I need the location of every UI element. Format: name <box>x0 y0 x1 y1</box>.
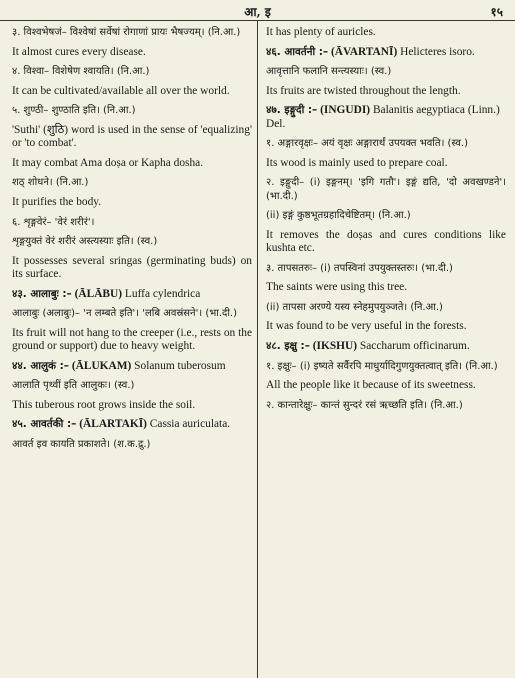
entry-heading <box>266 340 506 353</box>
english-line: All the people like it because of its sweetness. <box>266 379 476 392</box>
entry-heading <box>12 288 252 301</box>
headword: ४८. इक्षु :– <box>266 339 310 352</box>
sanskrit-line: आवर्त इव कायति प्रकाशते। (श.क.द्रु.) <box>12 438 151 450</box>
transliteration: (ĀLĀBU) <box>74 287 123 300</box>
headword: ४६. आवर्तनी :– <box>266 45 329 58</box>
headword: ४३. आलाबुः :– <box>12 287 72 300</box>
transliteration: (IKSHU) <box>312 339 358 352</box>
botanical-name: Balanitis aegyptiaca (Linn.) Del. <box>266 104 500 130</box>
headword: ४५. आवर्तकी :– <box>12 418 77 431</box>
english-line: The saints were using this tree. <box>266 281 408 294</box>
entry-heading <box>12 360 252 373</box>
english-line: It may combat Ama doṣa or Kapha dosha. <box>12 156 204 169</box>
sanskrit-line: शृङ्गयुक्तं वेरं शरीरं अस्त्यस्याः इति। (स्व.) <box>12 236 158 248</box>
botanical-name: Helicteres isoro. <box>397 45 475 58</box>
sanskrit-line: आवृत्तानि फलानि सन्त्यस्याः। (स्व.) <box>266 66 392 78</box>
sanskrit-line: (ii) तापसा अरण्ये यस्य स्नेहमुपयुञ्जते। (नि.आ.) <box>266 301 443 313</box>
sanskrit-line: ६. शृङ्गवेरं– 'वेरं शरीरं'। <box>12 216 95 228</box>
headword: ४४. आलुकं :– <box>12 359 69 372</box>
english-line: It can be cultivated/available all over the world. <box>12 84 230 97</box>
english-line: Its fruit will not hang to the creeper (i.e., rests on the ground or support) due to heavy weight. <box>12 326 252 352</box>
header-letters: आ, इ <box>244 5 271 19</box>
sanskrit-line: आलाति पृथ्वीं इति आलुकः। (स्व.) <box>12 380 135 392</box>
english-line: It purifies the body. <box>12 195 102 208</box>
transliteration: (ĀLARTAKĪ) <box>79 418 147 431</box>
right-column <box>266 26 506 418</box>
english-line: It almost cures every disease. <box>12 45 146 58</box>
transliteration: (ĀVARTANĪ) <box>330 45 398 58</box>
sanskrit-line: (ii) इङ्गं कुष्ठभूतग्रहादिचेष्टितम्। (नि.आ.) <box>266 210 411 222</box>
sanskrit-line: ४. विश्वा– विशेषेण श्वायति। (नि.आ.) <box>12 66 150 78</box>
english-line: Its fruits are twisted throughout the length. <box>266 84 461 97</box>
sanskrit-line: ३. विश्वभेषजं– विश्वेषां सर्वेषां रोगाणां प्रायः भैषज्यम्। (नि.आ.) <box>12 27 241 38</box>
page-number: १५ <box>490 5 503 19</box>
entry-heading <box>12 418 252 431</box>
headword: ४७. इङ्गुदी :– <box>266 104 318 117</box>
transliteration: (ĀLUKAM) <box>71 359 132 372</box>
english-line: This tuberous root grows inside the soil. <box>12 398 196 411</box>
sanskrit-line: आलाबुः (अलाबुः)– 'न लम्बते इति'। 'लबि अवस्रंसने'। (भा.दी.) <box>12 308 238 320</box>
botanical-name: Solanum tuberosum <box>131 359 226 372</box>
running-header <box>0 0 515 20</box>
sanskrit-line: ३. तापसतरुः– (i) तपस्विनां उपयुक्तस्तरुः। (भा.दी.) <box>266 262 453 274</box>
english-line: It has plenty of auricles. <box>266 26 376 38</box>
sanskrit-line: ५. शुण्ठी– शुण्ठाति इति। (नि.आ.) <box>12 105 136 117</box>
english-line: 'Suthi' (शुठि) word is used in the sense of 'equalizing' or 'to combat'. <box>12 123 252 150</box>
entry-heading <box>266 46 506 59</box>
english-line: It was found to be very useful in the forests. <box>266 320 467 333</box>
botanical-name: Luffa cylendrica <box>122 287 201 300</box>
entry-heading <box>266 104 506 130</box>
english-line: It possesses several sringas (germinating buds) on its surface. <box>12 254 252 280</box>
sanskrit-line: २. इङ्गुदी– (i) इङ्गनम्। 'इगि गतौ'। इङ्गं द्यति, 'दो अवखण्डने'। (भा.दी.) <box>266 177 506 202</box>
sanskrit-line: १. इक्षुः– (i) इष्यते सर्वैरपि माधुर्यादिगुणयुक्तत्वात् इति। (नि.आ.) <box>266 360 498 372</box>
botanical-name: Saccharum officinarum. <box>357 339 470 352</box>
sanskrit-line: २. कान्तारेक्षुः– कान्तं सुन्दरं रसं ऋच्छति इति। (नि.आ.) <box>266 399 463 411</box>
sanskrit-line: १. अङ्गारवृक्षः– अयं वृक्षः अङ्गारार्थं उपयक्त भवति। (स्व.) <box>266 138 468 150</box>
column-divider <box>257 21 258 678</box>
sanskrit-line: शठ् शोधने। (नि.आ.) <box>12 177 89 189</box>
transliteration: (INGUDI) <box>320 104 371 117</box>
english-line: Its wood is mainly used to prepare coal. <box>266 156 448 169</box>
english-line: It removes the doṣas and cures conditions like kushta etc. <box>266 228 506 254</box>
left-column <box>12 26 252 457</box>
botanical-name: Cassia auriculata. <box>146 418 231 431</box>
